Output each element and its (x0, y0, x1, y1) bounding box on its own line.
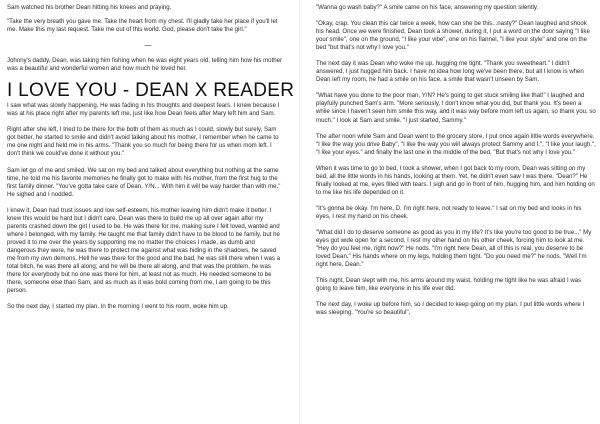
paragraph: Johnny's daddy, Dean, was taking him fishing when he was eight years old, telling him how his mother was a beautiful and wonderful women and how much he loved her. (7, 57, 283, 73)
chapter-title: I LOVE YOU - DEAN X READER (7, 80, 295, 102)
paragraph: So the next day, I started my plan. In the morning I went to his room, woke him up. (7, 303, 229, 311)
paragraph: "Wanna go wash baby?" A smile came on his face, answering my question silently. (316, 4, 539, 11)
paragraph: Right after she left, I tried to be there for the both of them as much as I could, slowly but surely, Sam got better, he started to smile and didn't avoid talking about his mother, I remember when he came to me one night and held me in his arms. "Thank you so much for being there for us when mom left. I don't think we could've done it without you." (7, 126, 279, 158)
paragraph: When it was time to go to bed, I took a shower, when I got back to my room, Dean was sitting on my bed, all the little words in his hands, looking at them. Yet, he didn't even saw I was there. "Dean?" He finally looked at me, eyes filled with tears. I sigh and go in front of him, hugging him, and him holding on to me like his life depended on it. (316, 164, 595, 196)
paragraph: Sam let go of me and smiled. We sat on my bed and talked about everything but nothing at the same time, he told me his favorite memories he finally got to make with his mother, from the first hug to the first family dinner. "You've gotta take care of Dean, Y/N... With him it will be way harder than with me." He sighed and I nodded. (7, 166, 281, 198)
paragraph: "Take the very breath you gave me. Take the heart from my chest. I'll gladly take her place if you'll let me. Make this my last request. Take me out of this world. God, please don't take the girl." (7, 18, 278, 34)
paragraph: The next day it was Dean who woke me up, hugging me tight. "Thank you sweetheart." I didn't answered, I just hugged him back. I have no idea how long we've been there, but all I know is when Dean left my room, he had a smile on his face, a smile that wasn't unseen by Sam. (316, 60, 584, 84)
section-divider: — (144, 42, 152, 50)
paragraph: I knew it, Dean had trust issues and low self-esteem, his mother leaving him didn't make it better. I knew this would be hard but I didn't care. Dean was there to build me up all over again after my parents crashed down the girl I used to be. He was there for me, making sure I felt loved, wanted and where I belonged, with my family. He taught me that family didn't have to be blood to be family, but he proved it to me over the years by supporting me no matter the choices I made, as dumb and dangerous they were, he was there to protect me against what was hiding in the shadows, he saved me from my own demons. Hell he was there for the good and the bad, he was still there when I was a total bitch, he was there all along; and he will be there all along, and that was the problem, he was there for everybody but no one was there for him, at least not as much. He needed someone to be there, someone else than Sam, and as much as it was bold coming from me, I am going to be this person. (7, 206, 281, 295)
paragraph: "It's gonna be okay. I'm here, D. I'm right here, not ready to leave." I sat on my bed and looks in his eyes, I rest my hand on his cheek. (316, 204, 582, 220)
paragraph: "What did I do to deserve someone as good as you in my life? It's like you're too good to be true..." My eyes got wide open for a second, I rest my other hand on his other cheek, forcing him to look at me. "Hey do you feel me, right now?" He nods. "I'm right here Dean, all of this is real, you deserve to be loved Dean." His hands where on my legs, holding them tight. "Do you need me?" he nods. "Well I'm right here, Dean." (316, 228, 592, 269)
paragraph: Sam watched his brother Dean hitting his knees and praying. (7, 4, 172, 11)
paragraph: "Okay, crap. You clean this car twice a week, how can she be this...nasty?" Dean laughed and shook his head. Once we were finished, Dean took a shower, during it, I put a word on the door saying "I like your smile", one on the ground, "I like your vibe", one on his flannel, "I like your style" and one on the bed "but that's not why I love you." (316, 20, 590, 52)
paragraph: This night, Dean slept with me, his arms around my waist, holding me tight like he was afraid I was going to leave him, like everyone in his life ever did. (316, 277, 582, 293)
left-page (7, 4, 295, 319)
paragraph: "What have you done to the poor man, Y/N? He's going to get stuck smiling like that!" I laughed and playfully punched Sam's arm. "More seriously, I don't know what you did, but thank you. It's been a while since I haven't seen him smile this way, and it was way before mom left us again, so thank you, so much." I look at Sam and smile. "I just started, Sammy." (316, 92, 596, 124)
paragraph: The after noon while Sam and Dean went to the grocery store, I put once again little words everywhere. "I like the way you drive Baby", "I like the way you will always protect Sammy and I.", "I like your laugh.", "I like your eyes." and finally the last one in the middle of the bed, "But that's not why I love you." (316, 132, 596, 156)
page-gutter (299, 0, 300, 424)
paragraph: The next day, I woke up before him, so I decided to keep going on my plan. I put little words where I was sleeping. "You're so beautiful", (316, 301, 585, 317)
paragraph: I saw what was slowly happening. He was fading in his thoughts and deepest fears. I knew because I was at his place right after my parents left me, just like how Dean feels after Mary left him and Sam. (7, 102, 280, 118)
right-page (316, 4, 596, 325)
